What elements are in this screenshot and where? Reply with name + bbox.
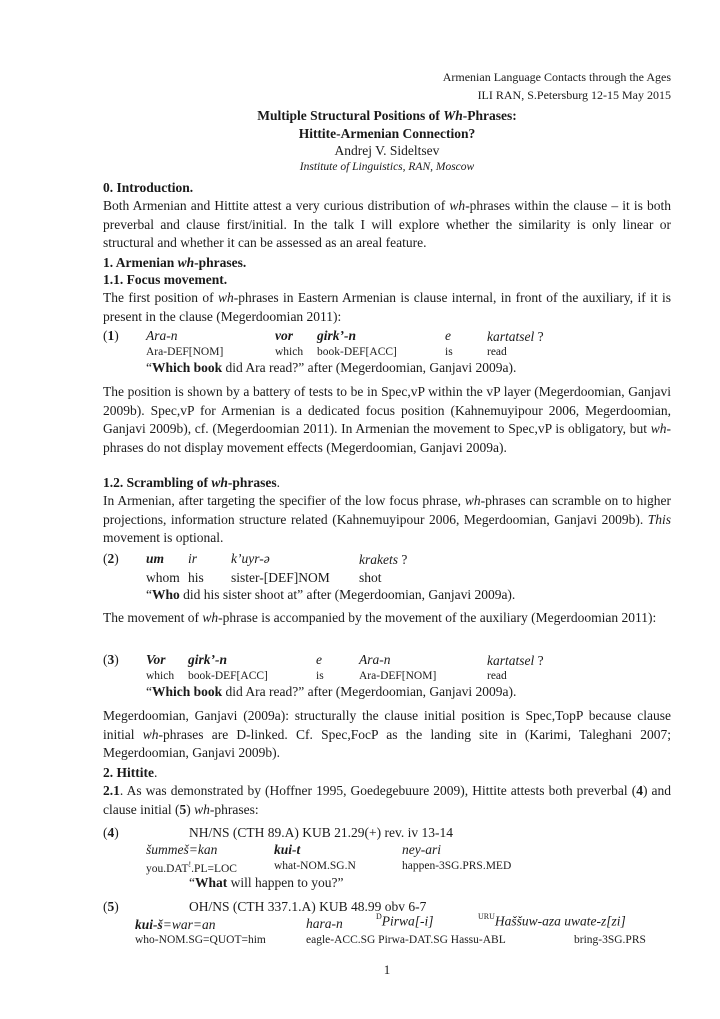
example-source: NH/NS (CTH 89.A) KUB 21.29(+) rev. iv 13-14 [189,825,453,840]
example-gloss: which [146,670,175,682]
example-gloss: his [188,570,204,585]
example-word: vor [275,328,293,343]
example-word: kui-š=war=an [135,917,216,932]
hittite-paragraph: 2.1. As was demonstrated by (Hoffner 1995, Goedegebuure 2009), Hittite attests both preverbal (4) and clause initial (5) wh-phrases: [103,783,671,817]
spec-vp-paragraph: The position is shown by a battery of tests to be in Spec,vP within the vP layer (Megerdoomian, Ganjavi 2009b). Spec,vP for Armenian is a dedicated focus position (Kahnemuyipour 2006, Megerdoomian, Ganjavi 2009b), cf. (Megerdoomian 2011). In Armenian the movement to Spec,vP is obligatory, but wh-phrases do not display movement effects (Megerdoomian, Ganjavi 2009a). [103,384,671,455]
example-gloss: Ara-DEF[NOM] [146,346,224,358]
example-word: Ara-n [359,652,391,667]
page-number: 1 [383,962,391,977]
scrambling-paragraph: In Armenian, after targeting the specifier of the low focus phrase, wh-phrases can scramble on to higher projections, information structure related (Kahnemuyipour 2006, Megerdoomian, Ganjavi 2009b). This movement is optional. [103,493,672,545]
example-word: hara-n [306,916,343,931]
conference-name: Armenian Language Contacts through the Ages [442,70,671,84]
example-gloss: book-DEF[ACC] [317,346,397,358]
example-gloss: sister-[DEF]NOM [231,570,330,585]
example-gloss: what-NOM.SG.N [274,860,356,872]
example-gloss: who-NOM.SG=QUOT=him [135,934,266,946]
example-word: Vor [146,652,166,667]
example-number: (5) [103,899,119,914]
subsection-focus-movement: 1.1. Focus movement. [103,272,228,287]
example-word: girk’-n [317,328,357,343]
example-gloss: which [275,346,304,358]
section-heading-hittite: 2. Hittite. [103,765,158,780]
example-word: kartatsel ? [487,653,544,668]
example-gloss: whom [146,570,180,585]
spec-topp-paragraph: Megerdoomian, Ganjavi (2009a): structurally the clause initial position is Spec,TopP because clause initial wh-phrases are D-linked. Cf. Spec,FocP as the landing site in (Karimi, Taleghani 2007; Megerdoomian, Ganjavi 2009b). [103,708,671,760]
example-translation: “Which book did Ara read?” after (Megerdoomian, Ganjavi 2009a). [146,360,517,375]
subsection-scrambling: 1.2. Scrambling of wh-phrases. [103,475,281,490]
example-word: ney-ari [402,842,441,857]
example-gloss: read [487,346,507,358]
example-word: e [445,328,451,343]
author-institution: Institute of Linguistics, RAN, Moscow [299,161,475,173]
example-word: kui-t [274,842,301,857]
example-gloss: you.DAT!.PL=LOC [146,860,237,875]
example-word: $^D$Pirwa[-i] [376,912,434,929]
example-translation: “Who did his sister shoot at” after (Megerdoomian, Ganjavi 2009a). [146,587,516,602]
section-heading-armenian: 1. Armenian wh-phrases. [103,255,247,270]
example-word: šummeš=kan [146,842,218,857]
example-number: (3) [103,652,119,667]
example-translation: “What will happen to you?” [189,875,344,890]
example-word: ir [188,551,198,566]
example-gloss: bring-3SG.PRS [574,934,646,946]
example-number: (2) [103,551,119,566]
focus-movement-paragraph: The first position of wh-phrases in Eastern Armenian is clause internal, in front of the auxiliary, if it is present in the clause (Megerdoomian 2011): [103,290,671,324]
conference-venue: ILI RAN, S.Petersburg 12-15 May 2015 [477,88,671,102]
example-number: (1) [103,328,119,343]
author-name: Andrej V. Sideltsev [334,143,440,158]
section-heading-introduction: 0. Introduction. [103,180,194,195]
example-gloss: is [316,670,324,682]
example-gloss: read [487,670,507,682]
example-word: e [316,652,322,667]
example-word: $^{URU}$Haššuw-aza uwate-z[zi] [478,912,626,929]
example-gloss: happen-3SG.PRS.MED [402,860,512,872]
example-gloss: is [445,346,453,358]
example-gloss: eagle-ACC.SG Pirwa-DAT.SG Hassu-ABL [306,934,506,946]
intro-paragraph: Both Armenian and Hittite attest a very curious distribution of wh-phrases within the clause – it is both preverbal and clause first/initial. In the talk I will explore whether the similarity is only linear or structural and whether it can be assessed as an areal feature. [103,198,672,250]
example-source: OH/NS (CTH 337.1.A) KUB 48.99 obv 6-7 [189,899,427,914]
example-word: girk’-n [188,652,228,667]
example-word: kartatsel ? [487,329,544,344]
auxiliary-movement-paragraph: The movement of wh-phrase is accompanied by the movement of the auxiliary (Megerdoomian 2011): [103,610,657,625]
example-word: krakets ? [359,552,408,567]
example-gloss: shot [359,570,382,585]
example-gloss: book-DEF[ACC] [188,670,268,682]
example-gloss: Ara-DEF[NOM] [359,670,437,682]
example-word: k’uyr-ə [231,551,270,566]
example-word: um [146,551,165,566]
title-line-2: Hittite-Armenian Connection? [298,126,476,141]
example-number: (4) [103,825,119,840]
example-word: Ara-n [146,328,178,343]
title-line-1: Multiple Structural Positions of Wh-Phrases: [257,108,517,123]
example-translation: “Which book did Ara read?” after (Megerdoomian, Ganjavi 2009a). [146,684,517,699]
